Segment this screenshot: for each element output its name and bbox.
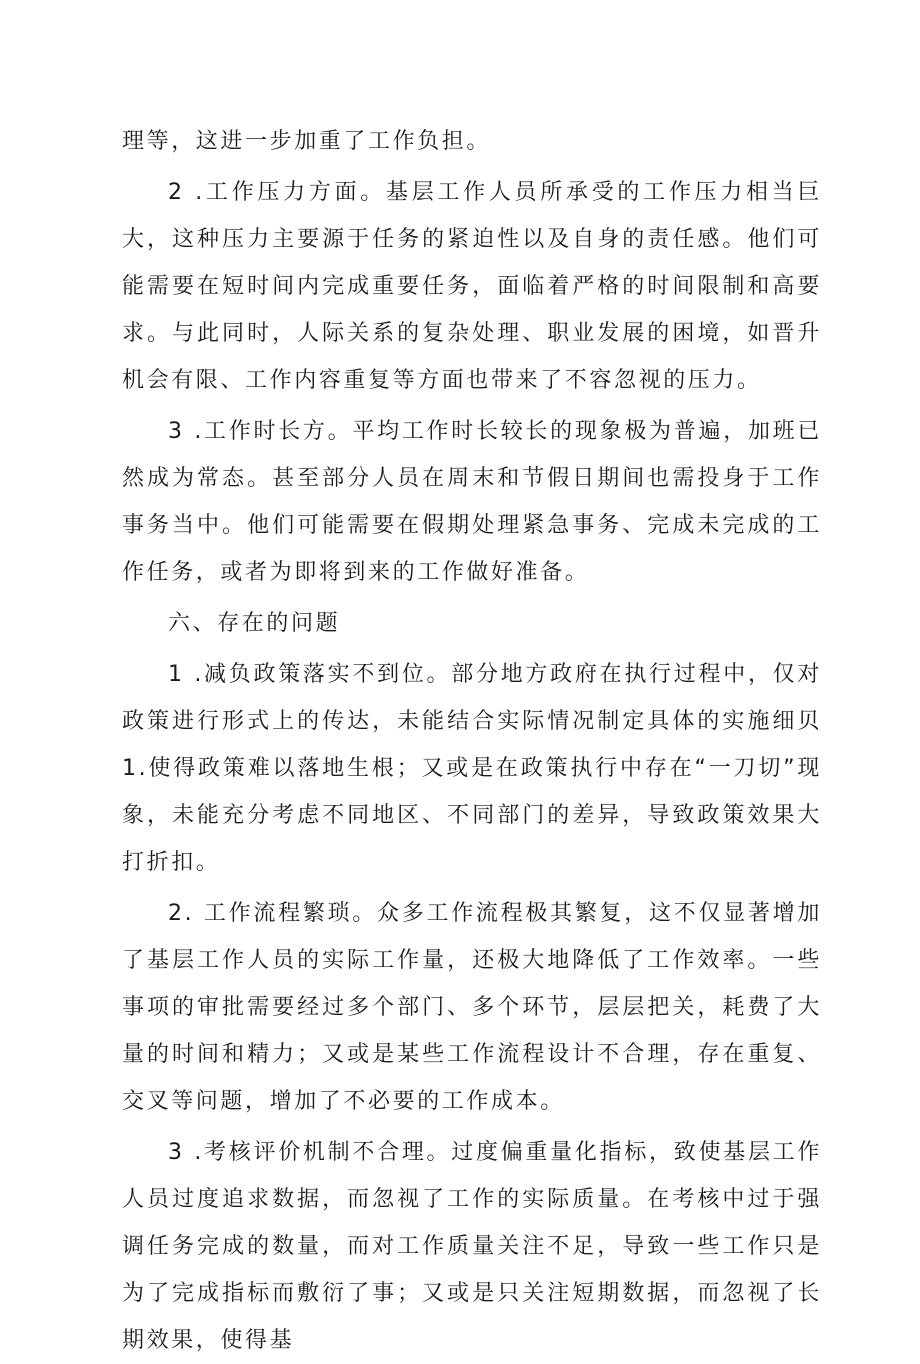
paragraph-evaluation-mechanism: 3 .考核评价机制不合理。过度偏重量化指标，致使基层工作人员过度追求数据，而忽视了工作的实际质量。在考核中过于强调任务完成的数量，而对工作质量关注不足，导致一些工作只是为了完成指标而敷衍了事；又或是只关注短期数据，而忽视了长期效果，使得基 [122, 1140, 822, 1353]
paragraph-work-pressure: 2 .工作压力方面。基层工作人员所承受的工作压力相当巨大，这种压力主要源于任务的紧迫性以及自身的责任感。他们可能需要在短时间内完成重要任务，面临着严格的时间限制和高要求。与此同时，人际关系的复杂处理、职业发展的困境，如晋升机会有限、工作内容重复等方面也带来了不容忽视的压力。 [122, 180, 822, 393]
paragraph-workflow: 2. 工作流程繁琐。众多工作流程极其繁复，这不仅显著增加了基层工作人员的实际工作量，还极大地降低了工作效率。一些事项的审批需要经过多个部门、多个环节，层层把关，耗费了大量的时间和精力；又或是某些工作流程设计不合理，存在重复、交叉等问题，增加了不必要的工作成本。 [122, 901, 822, 1114]
section-heading-existing-problems: 六、存在的问题 [168, 611, 341, 636]
paragraph-policy-implementation: 1 .减负政策落实不到位。部分地方政府在执行过程中，仅对政策进行形式上的传达，未能结合实际情况制定具体的实施细贝1.使得政策难以落地生根；又或是在政策执行中存在“一刀切”现象，未能充分考虑不同地区、不同部门的差异，导致政策效果大打折扣。 [122, 662, 822, 875]
paragraph-continuation: 理等，这进一步加重了工作负担。 [122, 129, 492, 154]
paragraph-work-hours: 3 .工作时长方。平均工作时长较长的现象极为普遍，加班已然成为常态。甚至部分人员在周末和节假日期间也需投身于工作事务当中。他们可能需要在假期处理紧急事务、完成未完成的工作任务，或者为即将到来的工作做好准备。 [122, 419, 822, 585]
document-body [122, 118, 822, 1364]
